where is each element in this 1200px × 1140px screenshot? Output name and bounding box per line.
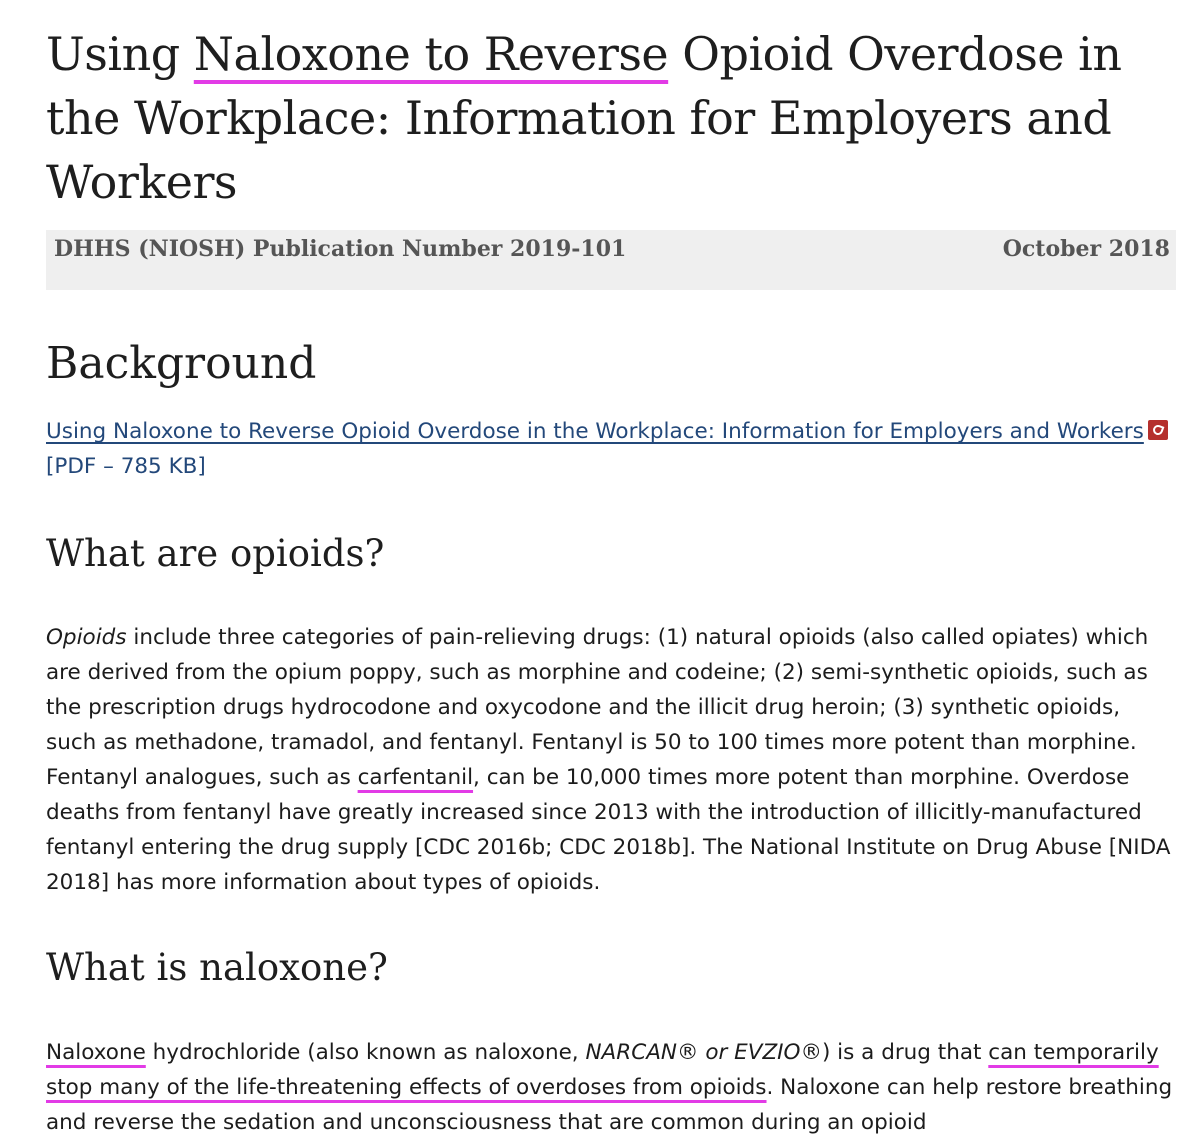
document-link-paragraph: [46, 414, 1176, 484]
naloxone-highlight: Naloxone: [46, 1040, 146, 1065]
brand-names: NARCAN® or EVZIO®: [585, 1040, 822, 1065]
background-heading: Background: [46, 338, 317, 389]
effects-highlight: can temporarily stop many of the life-threatening effects of overdoses from opioids: [46, 1040, 1159, 1100]
title-text-start: Using: [46, 27, 194, 81]
title-highlight: Naloxone to Reverse: [193, 27, 669, 81]
publication-info-bar: [46, 230, 1176, 290]
pdf-size-label: [PDF – 785 KB]: [46, 454, 206, 479]
pdf-icon: [1148, 420, 1168, 440]
title-text-end: Opioid Overdose in the Workplace: Information for Employers and Workers: [46, 27, 1122, 209]
naloxone-text-1: hydrochloride (also known as naloxone,: [145, 1040, 586, 1065]
opioids-term: Opioids: [46, 625, 127, 650]
opioids-text-2: , can be 10,000 times more potent than morphine. Overdose deaths from fentanyl have greatly increased since 2013 with the introduction of illicitly-manufactured fentanyl entering the drug supply [CDC 2016b; CDC 2018b]. The National Institute on Drug Abuse [NIDA 2018] has more information about types of opioids.: [46, 765, 1171, 895]
naloxone-paragraph: [46, 1035, 1176, 1140]
opioids-paragraph: [46, 620, 1176, 900]
naloxone-text-2: ) is a drug that: [821, 1040, 989, 1065]
publication-date: October 2018: [1002, 236, 1170, 262]
opioids-text-1: include three categories of pain-relieving drugs: (1) natural opioids (also called opiates) which are derived from the opium poppy, such as morphine and codeine; (2) semi-synthetic opioids, such as the prescription drugs hydrocodone and oxycodone and the illicit drug heroin; (3) synthetic opioids, such as methadone, tramadol, and fentanyl. Fentanyl is 50 to 100 times more potent than morphine. Fentanyl analogues, such as: [46, 625, 1149, 790]
naloxone-heading: What is naloxone?: [46, 946, 388, 989]
carfentanil-highlight: carfentanil: [357, 765, 474, 790]
document-link[interactable]: Using Naloxone to Reverse Opioid Overdose in the Workplace: Information for Employers and Workers: [46, 419, 1144, 444]
publication-number: DHHS (NIOSH) Publication Number 2019-101: [54, 236, 627, 262]
opioids-heading: What are opioids?: [46, 532, 385, 575]
naloxone-text-3: . Naloxone can help restore breathing and reverse the sedation and unconsciousness that are common during an opioid: [46, 1075, 1173, 1135]
page-title: [46, 22, 1186, 214]
